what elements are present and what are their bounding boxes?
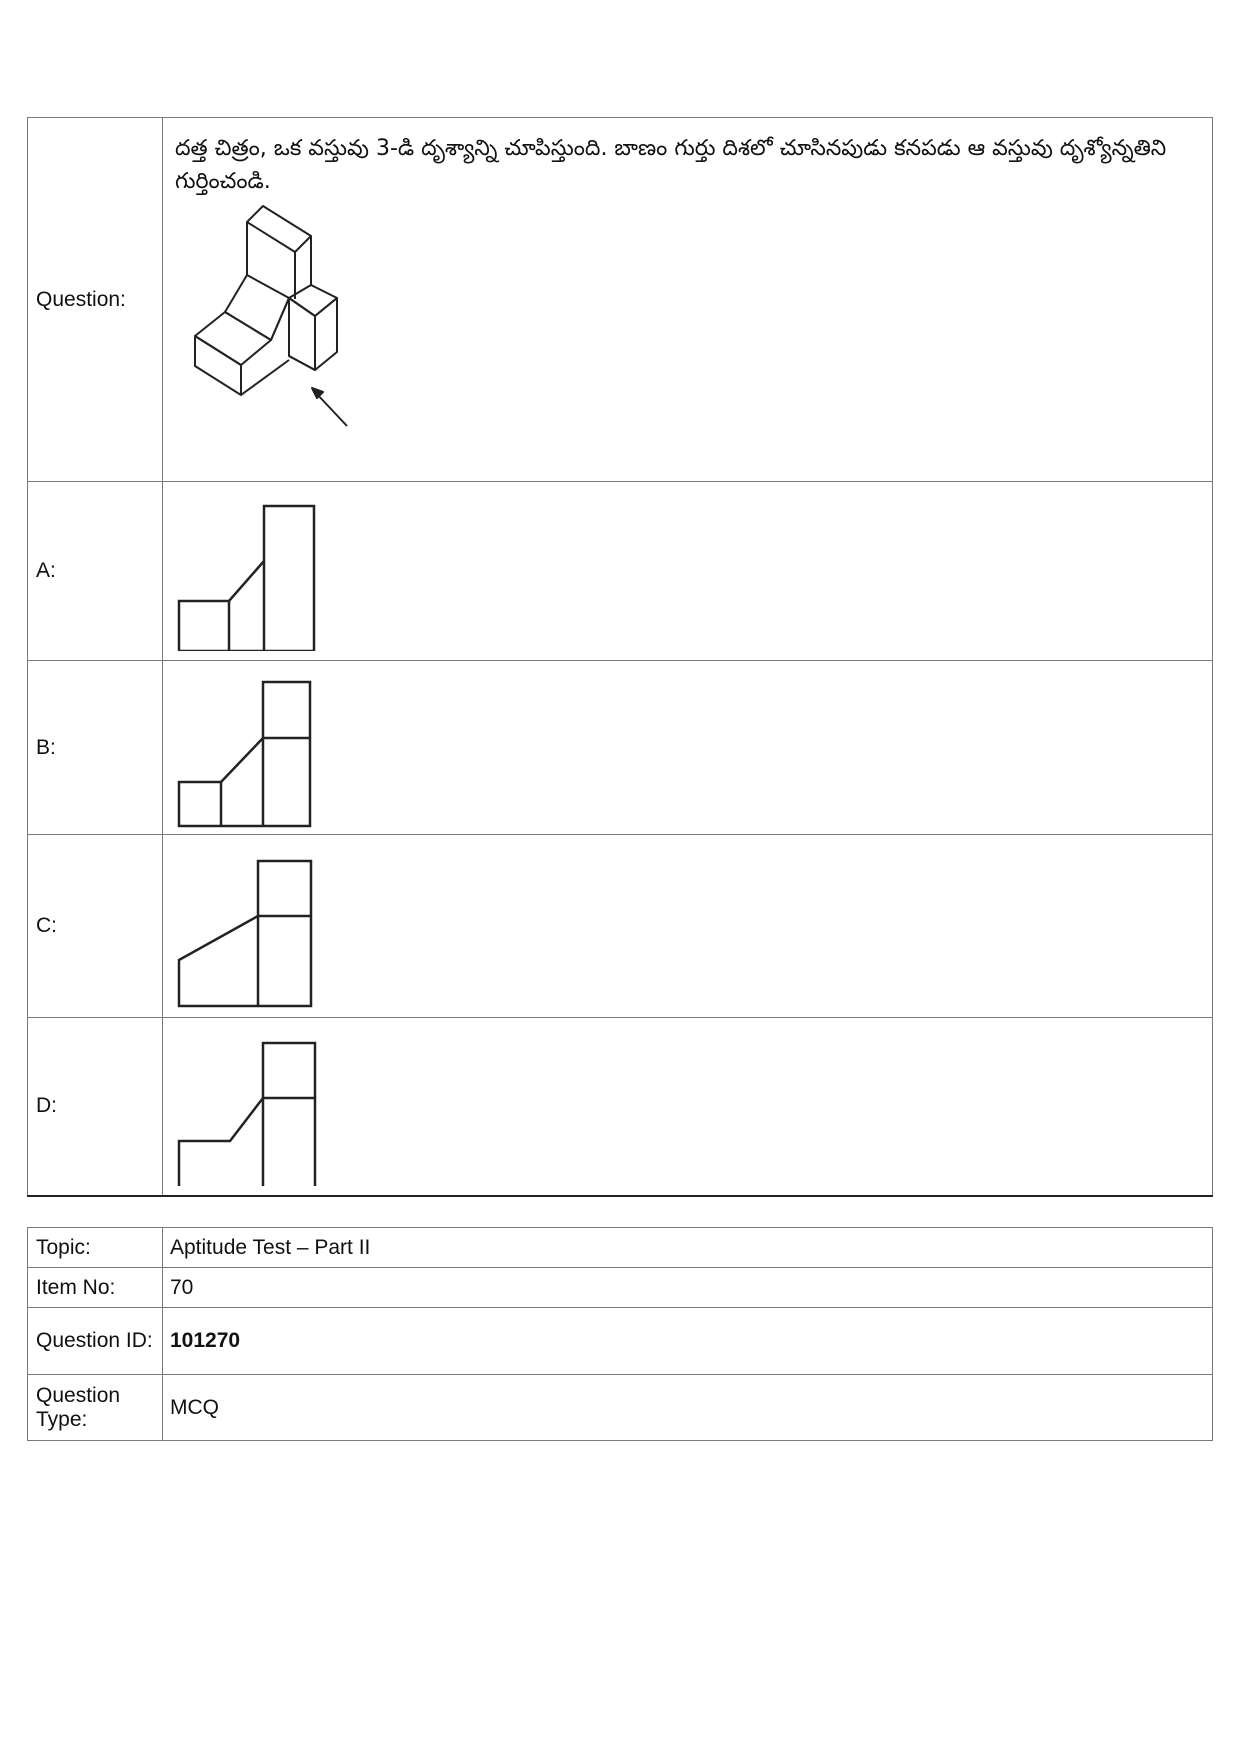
option-row-a[interactable]	[28, 482, 1213, 661]
option-label-c: C:	[28, 835, 163, 1018]
question-id-row	[28, 1308, 1213, 1375]
isometric-object-figure-icon	[175, 200, 375, 440]
question-type-row	[28, 1375, 1213, 1441]
topic-label: Topic:	[28, 1228, 163, 1268]
question-cell	[163, 118, 1213, 482]
option-cell-d[interactable]	[163, 1018, 1213, 1196]
option-row-b[interactable]	[28, 661, 1213, 835]
metadata-table	[27, 1227, 1213, 1441]
question-id-label: Question ID:	[28, 1308, 163, 1375]
question-table	[27, 117, 1213, 1197]
item-row	[28, 1268, 1213, 1308]
option-cell-c[interactable]	[163, 835, 1213, 1018]
question-type-label: Question Type:	[28, 1375, 163, 1441]
question-label: Question:	[28, 118, 163, 482]
option-d-figure-icon	[177, 1026, 337, 1186]
option-label-b: B:	[28, 661, 163, 835]
question-text: దత్త చిత్రం, ఒక వస్తువు 3-డి దృశ్యాన్ని చూపిస్తుంది. బాణం గుర్తు దిశలో చూసినపుడు కనపడు ఆ వస్తువు దృశ్యోన్నతిని గుర్తించండి.	[175, 136, 1167, 194]
question-type-value: MCQ	[163, 1375, 1213, 1441]
option-c-figure-icon	[177, 844, 337, 1009]
item-value: 70	[163, 1268, 1213, 1308]
question-row	[28, 118, 1213, 482]
option-b-figure-icon	[177, 668, 337, 828]
option-label-a: A:	[28, 482, 163, 661]
option-row-c[interactable]	[28, 835, 1213, 1018]
option-row-d[interactable]	[28, 1018, 1213, 1196]
option-cell-a[interactable]	[163, 482, 1213, 661]
option-label-d: D:	[28, 1018, 163, 1196]
option-cell-b[interactable]	[163, 661, 1213, 835]
topic-row	[28, 1228, 1213, 1268]
item-label: Item No:	[28, 1268, 163, 1308]
topic-value: Aptitude Test – Part II	[163, 1228, 1213, 1268]
question-id-value: 101270	[163, 1308, 1213, 1375]
option-a-figure-icon	[177, 491, 337, 651]
